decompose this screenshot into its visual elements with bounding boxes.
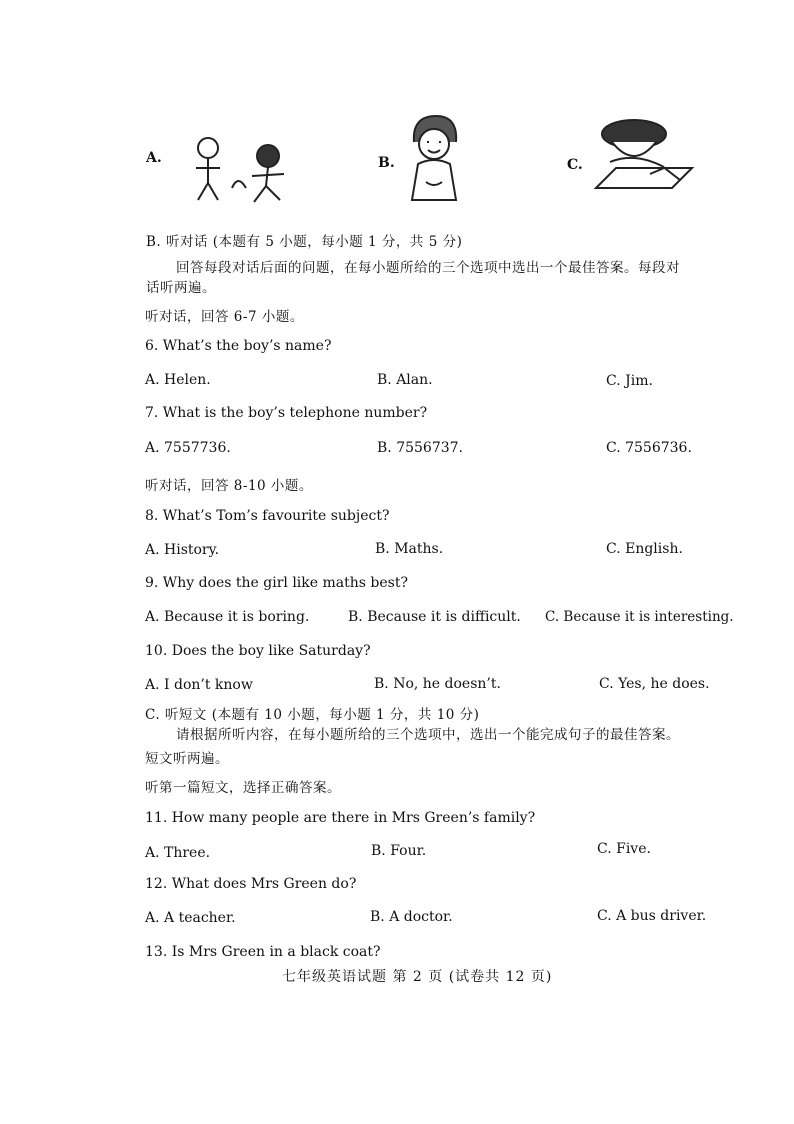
section-c-instruction-1: 请根据所听内容，在每小题所给的三个选项中，选出一个能完成句子的最佳答案。 xyxy=(176,727,680,743)
boy-writing-picture xyxy=(590,112,702,194)
question-group-6-7: 听对话，回答 6-7 小题。 xyxy=(145,309,304,325)
picture-label-c: C. xyxy=(567,157,583,173)
question-8-option-b: B. Maths. xyxy=(375,541,444,557)
question-group-8-10: 听对话，回答 8-10 小题。 xyxy=(145,478,313,494)
question-7-option-b: B. 7556737. xyxy=(377,440,463,456)
section-c-heading: C. 听短文 (本题有 10 小题，每小题 1 分，共 10 分) xyxy=(145,707,480,723)
question-12-option-c: C. A bus driver. xyxy=(597,908,707,924)
children-playing-picture xyxy=(168,128,308,208)
section-b-instruction-2: 话听两遍。 xyxy=(146,280,216,296)
question-group-11: 听第一篇短文，选择正确答案。 xyxy=(145,780,341,796)
question-9-option-b: B. Because it is difficult. xyxy=(348,609,521,625)
question-7: 7. What is the boy’s telephone number? xyxy=(145,405,428,421)
question-6-option-c: C. Jim. xyxy=(606,373,653,389)
section-b-heading: B. 听对话 (本题有 5 小题，每小题 1 分，共 5 分) xyxy=(146,234,463,250)
question-7-option-c: C. 7556736. xyxy=(606,440,692,456)
question-9-option-c: C. Because it is interesting. xyxy=(545,609,734,625)
question-8: 8. What’s Tom’s favourite subject? xyxy=(145,508,390,524)
question-12-option-b: B. A doctor. xyxy=(370,909,453,925)
question-12-option-a: A. A teacher. xyxy=(145,910,236,926)
question-11-option-a: A. Three. xyxy=(145,845,211,861)
question-9-option-a: A. Because it is boring. xyxy=(145,609,310,625)
question-6: 6. What’s the boy’s name? xyxy=(145,338,332,354)
question-7-option-a: A. 7557736. xyxy=(145,440,231,456)
question-11-option-b: B. Four. xyxy=(371,843,427,859)
question-13: 13. Is Mrs Green in a black coat? xyxy=(145,944,381,960)
question-10: 10. Does the boy like Saturday? xyxy=(145,643,371,659)
picture-label-a: A. xyxy=(146,150,162,166)
question-10-option-b: B. No, he doesn’t. xyxy=(374,676,501,692)
question-10-option-c: C. Yes, he does. xyxy=(599,676,710,692)
question-12: 12. What does Mrs Green do? xyxy=(145,876,357,892)
question-10-option-a: A. I don’t know xyxy=(145,677,253,693)
question-6-option-a: A. Helen. xyxy=(145,372,211,388)
question-9: 9. Why does the girl like maths best? xyxy=(145,575,408,591)
question-8-option-c: C. English. xyxy=(606,541,683,557)
section-b-instruction-1: 回答每段对话后面的问题，在每小题所给的三个选项中选出一个最佳答案。每段对 xyxy=(176,260,680,276)
question-11-option-c: C. Five. xyxy=(597,841,651,857)
question-8-option-a: A. History. xyxy=(145,542,220,558)
page-footer: 七年级英语试题 第 2 页 (试卷共 12 页) xyxy=(282,969,553,985)
picture-label-b: B. xyxy=(378,155,395,171)
question-11: 11. How many people are there in Mrs Green’s family? xyxy=(145,810,536,826)
question-6-option-b: B. Alan. xyxy=(377,372,433,388)
section-c-instruction-2: 短文听两遍。 xyxy=(145,751,229,767)
girl-smiling-picture xyxy=(396,112,470,208)
